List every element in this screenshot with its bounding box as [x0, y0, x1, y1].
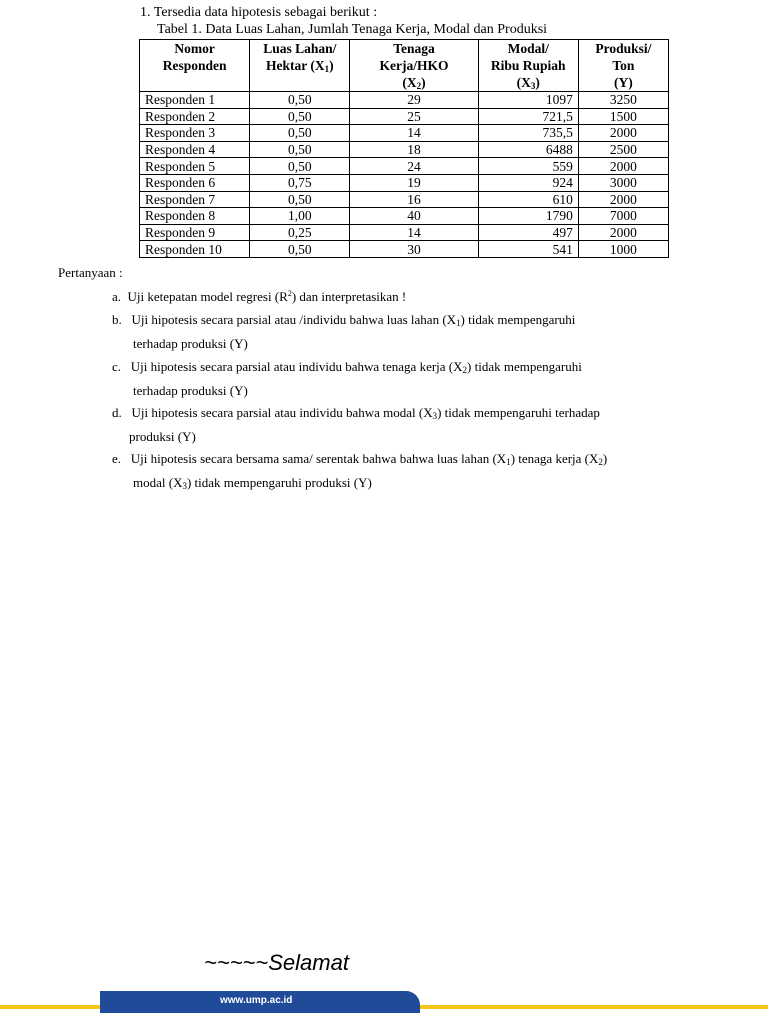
cell-modal: 735,5 — [478, 125, 578, 142]
cell-luas-lahan: 0,50 — [250, 191, 350, 208]
header-luas-lahan: Luas Lahan/ Hektar $(X_1)$ — [250, 40, 350, 92]
cell-responden: Responden 9 — [140, 224, 250, 241]
cell-luas-lahan: 1,00 — [250, 208, 350, 225]
intro-text: 1. Tersedia data hipotesis sebagai berikut : — [140, 5, 378, 20]
question-c: c. Uji hipotesis secara parsial atau individu bahwa tenaga kerja $(X_2)$ tidak mempengaruhi terhadap produksi (Y) — [112, 355, 582, 402]
cell-responden: Responden 6 — [140, 174, 250, 191]
cell-tenaga-kerja: 19 — [350, 174, 478, 191]
question-a: a. Uji ketepatan model regresi $(R^2)$ dan interpretasikan ! — [112, 285, 406, 309]
cell-tenaga-kerja: 24 — [350, 158, 478, 175]
cell-luas-lahan: 0,50 — [250, 108, 350, 125]
cell-responden: Responden 7 — [140, 191, 250, 208]
cell-produksi: 3000 — [578, 174, 668, 191]
question-label: e. — [112, 451, 122, 466]
cell-responden: Responden 4 — [140, 141, 250, 158]
question-label: b. — [112, 312, 122, 327]
cell-tenaga-kerja: 14 — [350, 224, 478, 241]
cell-luas-lahan: 0,75 — [250, 174, 350, 191]
table-row — [140, 174, 669, 191]
question-e: e. Uji hipotesis secara bersama sama/ serentak bahwa bahwa luas lahan $(X_1)$ tenaga kerja $(X_2)$ modal $(X_3)$ tidak mempengaruhi produksi (Y) — [112, 447, 607, 494]
question-d: d. Uji hipotesis secara parsial atau individu bahwa modal $(X_3)$ tidak mempengaruhi terhadap produksi (Y) — [112, 401, 600, 448]
cell-luas-lahan: 0,50 — [250, 141, 350, 158]
cell-modal: 924 — [478, 174, 578, 191]
question-label: a. — [112, 289, 122, 304]
header-modal: Modal/ Ribu Rupiah $(X_3)$ — [478, 40, 578, 92]
cell-produksi: 1000 — [578, 241, 668, 258]
cell-produksi: 2000 — [578, 125, 668, 142]
cell-modal: 497 — [478, 224, 578, 241]
header-nomor-responden: Nomor Responden — [140, 40, 250, 92]
cell-luas-lahan: 0,25 — [250, 224, 350, 241]
cell-produksi: 2000 — [578, 191, 668, 208]
cell-modal: 6488 — [478, 141, 578, 158]
question-label: d. — [112, 405, 122, 420]
cell-luas-lahan: 0,50 — [250, 241, 350, 258]
cell-luas-lahan: 0,50 — [250, 92, 350, 109]
cell-luas-lahan: 0,50 — [250, 125, 350, 142]
cell-tenaga-kerja: 18 — [350, 141, 478, 158]
cell-modal: 721,5 — [478, 108, 578, 125]
cell-produksi: 3250 — [578, 92, 668, 109]
table-row — [140, 141, 669, 158]
table-row — [140, 241, 669, 258]
table-caption: Tabel 1. Data Luas Lahan, Jumlah Tenaga Kerja, Modal dan Produksi — [157, 22, 548, 37]
cell-responden: Responden 2 — [140, 108, 250, 125]
cell-modal: 559 — [478, 158, 578, 175]
table-row — [140, 208, 669, 225]
cell-produksi: 7000 — [578, 208, 668, 225]
table-row — [140, 92, 669, 109]
header-produksi: Produksi/ Ton (Y) — [578, 40, 668, 92]
cell-tenaga-kerja: 40 — [350, 208, 478, 225]
table-row — [140, 158, 669, 175]
cell-responden: Responden 1 — [140, 92, 250, 109]
question-label: c. — [112, 359, 122, 374]
cell-tenaga-kerja: 30 — [350, 241, 478, 258]
header-tenaga-kerja: Tenaga Kerja/HKO $(X_2)$ — [350, 40, 478, 92]
table-row — [140, 224, 669, 241]
cell-produksi: 1500 — [578, 108, 668, 125]
footer-url-link[interactable]: www.ump.ac.id — [220, 995, 293, 1006]
cell-tenaga-kerja: 16 — [350, 191, 478, 208]
closing-text: ~~~~~Selamat — [204, 950, 349, 975]
cell-modal: 1097 — [478, 92, 578, 109]
questions-title: Pertanyaan : — [58, 265, 123, 280]
cell-produksi: 2000 — [578, 224, 668, 241]
cell-modal: 541 — [478, 241, 578, 258]
cell-responden: Responden 10 — [140, 241, 250, 258]
cell-luas-lahan: 0,50 — [250, 158, 350, 175]
cell-modal: 610 — [478, 191, 578, 208]
table-row — [140, 125, 669, 142]
data-table — [139, 39, 669, 258]
question-b: b. Uji hipotesis secara parsial atau /individu bahwa luas lahan $(X_1)$ tidak mempengaruhi terhadap produksi (Y) — [112, 308, 575, 355]
cell-modal: 1790 — [478, 208, 578, 225]
cell-produksi: 2500 — [578, 141, 668, 158]
cell-tenaga-kerja: 25 — [350, 108, 478, 125]
table-row — [140, 191, 669, 208]
cell-produksi: 2000 — [578, 158, 668, 175]
table-row — [140, 108, 669, 125]
cell-tenaga-kerja: 29 — [350, 92, 478, 109]
cell-responden: Responden 3 — [140, 125, 250, 142]
cell-tenaga-kerja: 14 — [350, 125, 478, 142]
cell-responden: Responden 5 — [140, 158, 250, 175]
table-header-row — [140, 40, 669, 92]
cell-responden: Responden 8 — [140, 208, 250, 225]
